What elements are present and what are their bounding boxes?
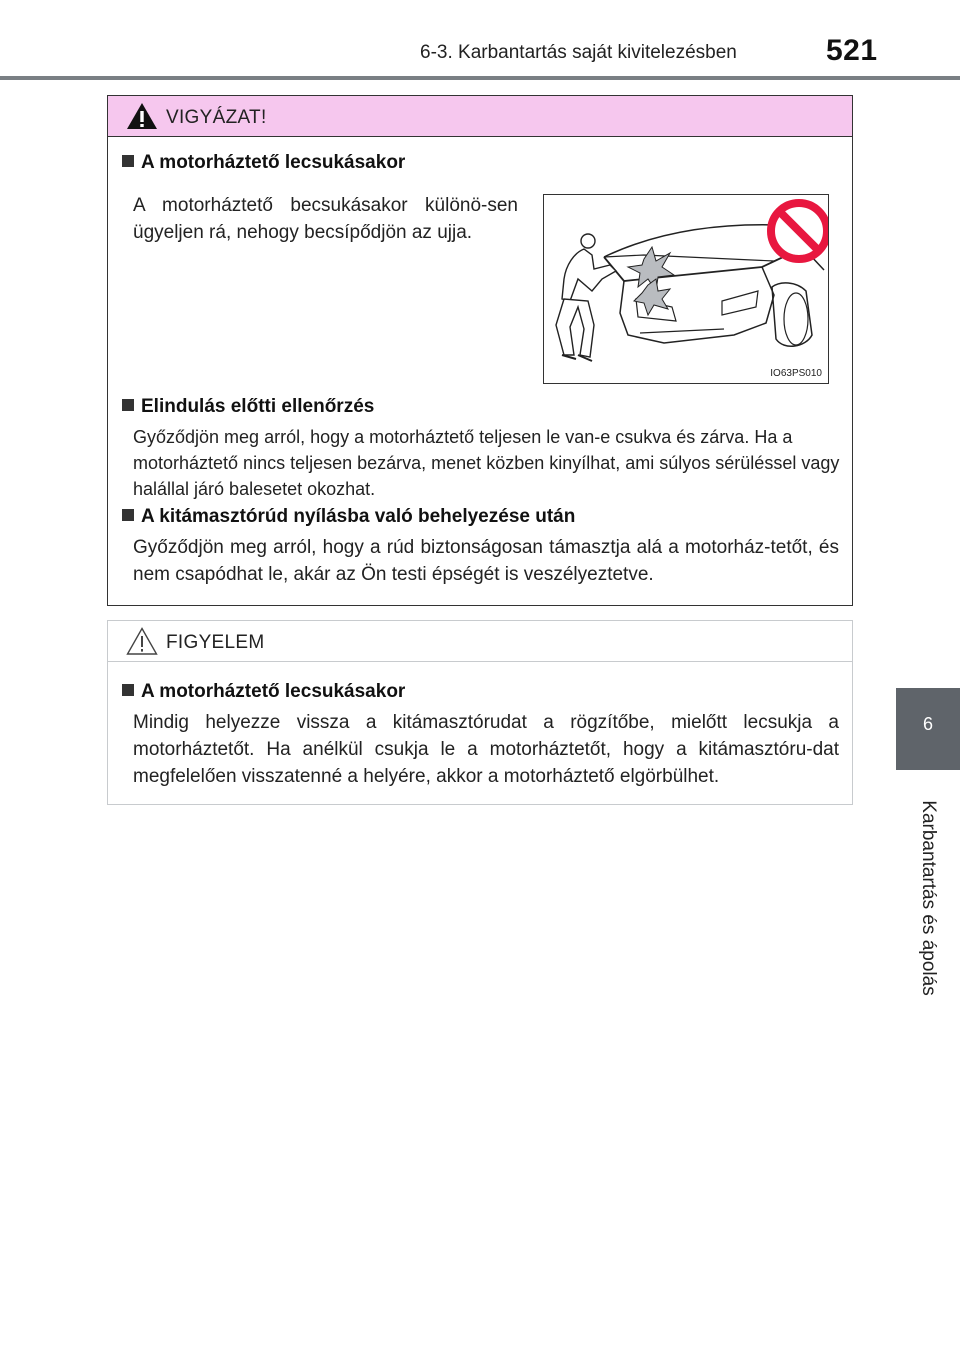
page-number: 521	[826, 34, 878, 67]
warning-item-text: A motorháztető becsukásakor különö-sen ügyeljen rá, nehogy becsípődjön az ujja.	[133, 195, 518, 243]
header-rule	[0, 76, 960, 80]
warning-item-title: Elindulás előtti ellenőrzés	[141, 396, 375, 417]
warning-triangle-icon	[126, 102, 158, 130]
warning-item-title: A motorháztető lecsukásakor	[141, 152, 406, 173]
bullet-square-icon	[122, 684, 134, 696]
chapter-number: 6	[922, 714, 933, 734]
section-title: 6-3. Karbantartás saját kivitelezésben	[420, 42, 737, 63]
bullet-square-icon	[122, 509, 134, 521]
bullet-square-icon	[122, 399, 134, 411]
notice-header	[108, 621, 852, 662]
chapter-tab[interactable]	[896, 688, 960, 770]
notice-box	[107, 620, 853, 805]
warning-heading: VIGYÁZAT!	[166, 107, 267, 128]
warning-item-text: Győződjön meg arról, hogy a motorháztető teljesen le van-e csukva és zárva. Ha a motorháztető nincs teljesen bezárva, menet közben kinyílhat, ami súlyos sérüléssel vagy halállal járó balesetet okozhat.	[133, 427, 840, 499]
warning-header	[108, 96, 852, 137]
hood-pinch-illustration	[543, 194, 829, 384]
notice-item-text: Mindig helyezze vissza a kitámasztórudat a rögzítőbe, mielőtt lecsukja a motorháztetőt. Ha anélkül csukja le a motorháztetőt, hogy a kitámasztóru-dat megfelelően visszatenné a helyére, akkor a motorháztető elgörbülhet.	[133, 712, 839, 787]
warning-item-text: Győződjön meg arról, hogy a rúd biztonságosan támasztja alá a motorház-tetőt, és nem csapódhat le, akár az Ön testi épségét is veszélyeztetve.	[133, 537, 839, 585]
notice-heading: FIGYELEM	[166, 632, 265, 653]
warning-box	[107, 95, 853, 606]
figure-code: IO63PS010	[770, 368, 822, 379]
chapter-title: Karbantartás és ápolás	[918, 800, 939, 996]
prohibition-icon	[771, 203, 827, 259]
caution-triangle-icon	[126, 627, 158, 655]
warning-item-title: A kitámasztórúd nyílásba való behelyezése után	[141, 506, 576, 527]
car-hood-figure	[544, 195, 829, 384]
notice-item-title: A motorháztető lecsukásakor	[141, 681, 406, 702]
bullet-square-icon	[122, 155, 134, 167]
